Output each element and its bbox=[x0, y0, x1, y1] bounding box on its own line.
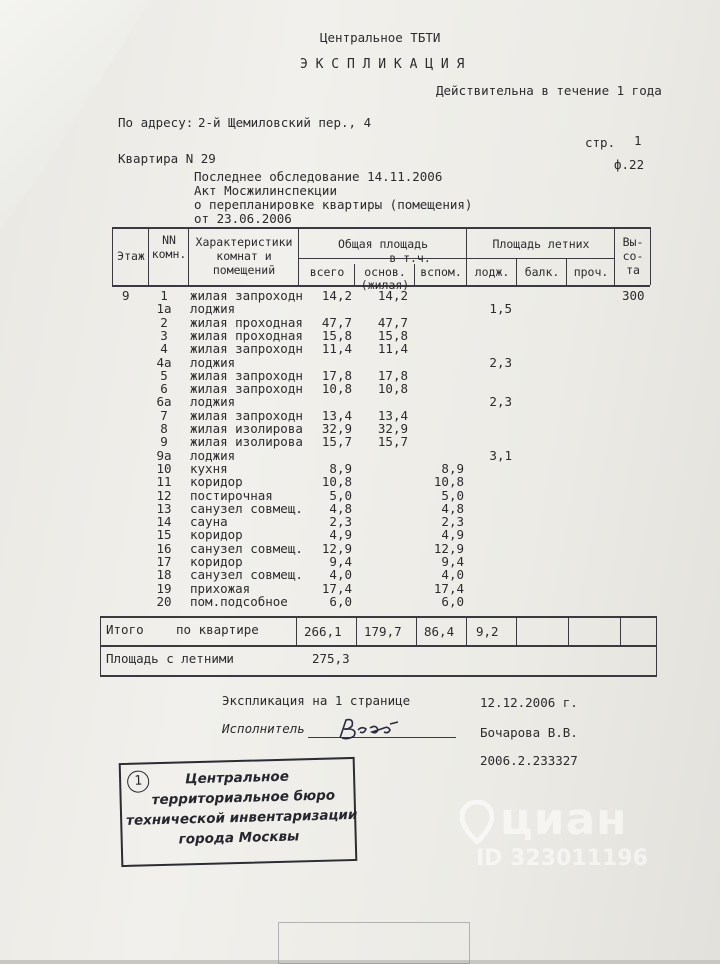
room-name: жилая изолирова bbox=[190, 434, 303, 450]
address: 2-й Щемиловский пер., 4 bbox=[198, 115, 372, 130]
room-loggia-area: 1,5 bbox=[489, 301, 512, 317]
room-number: 6 bbox=[160, 381, 168, 397]
stamp-line-4: города Москвы bbox=[178, 828, 300, 848]
room-number: 15 bbox=[156, 527, 172, 543]
room-total-area: 5,0 bbox=[329, 487, 352, 503]
room-number: 17 bbox=[156, 554, 172, 569]
col-char-3: помещений bbox=[212, 263, 276, 277]
room-total-area: 32,9 bbox=[321, 421, 352, 436]
room-aux-area: 17,4 bbox=[433, 580, 464, 596]
validity-note: Действительна в течение 1 года bbox=[436, 83, 662, 98]
room-aux-area: 10,8 bbox=[433, 474, 464, 490]
room-name: лоджия bbox=[190, 354, 236, 370]
executor-label: Исполнитель bbox=[222, 721, 305, 736]
col-other: проч. bbox=[573, 265, 609, 279]
room-name: санузел совмещ. bbox=[190, 540, 303, 556]
room-number: 19 bbox=[156, 580, 172, 596]
org-name: Центральное ТБТИ bbox=[320, 30, 441, 45]
col-main: основ. bbox=[364, 265, 406, 279]
col-living: (жилая) bbox=[360, 278, 410, 292]
totals-main: 179,7 bbox=[364, 624, 402, 639]
room-name: сауна bbox=[190, 514, 228, 530]
col-char-2: комнат и bbox=[216, 249, 272, 263]
col-summer-area: Площадь летних bbox=[492, 237, 590, 251]
room-aux-area: 4,9 bbox=[441, 527, 464, 543]
watermark-brand: циан bbox=[500, 794, 628, 845]
room-name: прихожая bbox=[190, 580, 251, 596]
room-total-area: 13,4 bbox=[321, 407, 352, 423]
col-aux: вспом. bbox=[420, 265, 462, 279]
col-incl: в т.ч. bbox=[389, 251, 431, 265]
room-main-area: 10,8 bbox=[377, 381, 408, 397]
inspection-line-1: Последнее обследование 14.11.2006 bbox=[194, 169, 443, 184]
room-aux-area: 5,0 bbox=[441, 487, 464, 503]
room-number: 7 bbox=[160, 407, 168, 423]
partial-stamp bbox=[278, 922, 470, 964]
room-name: жилая запроходн bbox=[190, 367, 303, 383]
apartment-number: Квартира N 29 bbox=[118, 151, 216, 166]
room-total-area: 15,7 bbox=[321, 434, 352, 450]
room-total-area: 11,4 bbox=[321, 341, 352, 357]
room-main-area: 15,7 bbox=[377, 434, 408, 450]
summer-total: 275,3 bbox=[312, 651, 350, 666]
room-total-area: 8,9 bbox=[329, 460, 352, 476]
doc-number: 2006.2.233327 bbox=[480, 753, 578, 768]
room-number: 5 bbox=[160, 367, 168, 383]
stamp-line-3: технической инвентаризации bbox=[125, 806, 358, 829]
room-number: 3 bbox=[160, 327, 168, 343]
room-total-area: 4,9 bbox=[329, 527, 352, 543]
col-loggia: лодж. bbox=[474, 265, 510, 279]
room-name: пом.подсобное bbox=[190, 593, 288, 609]
room-main-area: 15,8 bbox=[377, 327, 408, 343]
room-name: коридор bbox=[190, 527, 243, 543]
inspection-line-4: от 23.06.2006 bbox=[194, 211, 292, 226]
room-number: 20 bbox=[156, 593, 172, 609]
room-main-area: 17,8 bbox=[377, 367, 408, 383]
form-number: ф.22 bbox=[614, 157, 645, 172]
room-name: лоджия bbox=[190, 394, 236, 410]
col-balcony: балк. bbox=[524, 265, 560, 279]
room-main-area: 14,2 bbox=[377, 288, 408, 303]
room-aux-area: 2,3 bbox=[441, 514, 464, 530]
watermark-id: ID 323011196 bbox=[476, 846, 648, 871]
room-name: санузел совмещ. bbox=[190, 567, 303, 583]
signature bbox=[332, 716, 404, 742]
room-total-area: 47,7 bbox=[321, 314, 352, 330]
room-number: 9 bbox=[160, 434, 168, 450]
room-name: жилая запроходн bbox=[190, 407, 303, 423]
doc-date: 12.12.2006 г. bbox=[480, 695, 578, 710]
room-name: постирочная bbox=[190, 487, 273, 503]
room-number: 6а bbox=[156, 394, 172, 410]
room-number: 14 bbox=[156, 514, 172, 530]
totals-loggia: 9,2 bbox=[476, 624, 499, 639]
totals-label: Итого bbox=[106, 622, 144, 637]
room-total-area: 2,3 bbox=[329, 514, 352, 530]
location-pin-icon bbox=[460, 800, 494, 844]
col-total: всего bbox=[309, 265, 345, 279]
room-aux-area: 4,0 bbox=[441, 567, 464, 583]
col-floor: Этаж bbox=[117, 249, 145, 263]
inspection-line-3: о перепланировке квартиры (помещения) bbox=[194, 197, 473, 212]
room-name: санузел совмещ. bbox=[190, 500, 303, 516]
room-aux-area: 12,9 bbox=[433, 540, 464, 556]
room-aux-area: 8,9 bbox=[441, 460, 464, 476]
totals-total: 266,1 bbox=[304, 624, 342, 639]
stamp-line-1: Центральное bbox=[184, 768, 290, 788]
room-number: 2 bbox=[160, 314, 168, 330]
room-name: жилая изолирова bbox=[190, 421, 303, 436]
totals-aux: 86,4 bbox=[424, 624, 455, 639]
room-number: 13 bbox=[156, 500, 172, 516]
room-name: жилая проходная bbox=[190, 327, 303, 343]
col-height-1: Вы- bbox=[622, 235, 644, 249]
room-name: лоджия bbox=[190, 301, 236, 317]
room-total-area: 10,8 bbox=[321, 381, 352, 397]
room-number: 4 bbox=[160, 341, 168, 357]
room-total-area: 17,8 bbox=[321, 367, 352, 383]
room-total-area: 15,8 bbox=[321, 327, 352, 343]
address-label: По адресу: bbox=[118, 115, 194, 130]
room-loggia-area: 3,1 bbox=[489, 447, 512, 463]
totals-for: по квартире bbox=[176, 622, 259, 637]
room-aux-area: 4,8 bbox=[441, 500, 464, 516]
room-loggia-area: 2,3 bbox=[489, 354, 512, 370]
room-total-area: 4,8 bbox=[329, 500, 352, 516]
room-number: 18 bbox=[156, 567, 172, 583]
room-number: 11 bbox=[156, 474, 172, 490]
pages-note: Экспликация на 1 странице bbox=[222, 693, 411, 708]
col-height-2: со- bbox=[622, 249, 644, 263]
room-main-area: 32,9 bbox=[377, 421, 408, 436]
stamp-line-2: территориальное бюро bbox=[151, 787, 336, 809]
room-number: 16 bbox=[156, 540, 172, 556]
col-char-1: Характеристики bbox=[195, 235, 293, 249]
room-name: коридор bbox=[190, 554, 243, 569]
stamp-number: 1 bbox=[127, 770, 150, 793]
room-total-area: 10,8 bbox=[321, 474, 352, 490]
page-label: стр. bbox=[585, 135, 616, 150]
col-nn: NN bbox=[162, 233, 176, 247]
room-main-area: 11,4 bbox=[377, 341, 408, 357]
room-name: жилая запроходн bbox=[190, 288, 303, 303]
room-aux-area: 6,0 bbox=[441, 593, 464, 609]
room-name: коридор bbox=[190, 474, 243, 490]
col-nn-rooms: комн. bbox=[151, 247, 187, 261]
room-main-area: 47,7 bbox=[377, 314, 408, 330]
summer-label: Площадь с летними bbox=[106, 651, 234, 666]
col-total-area: Общая площадь bbox=[337, 237, 428, 251]
room-total-area: 9,4 bbox=[329, 554, 352, 569]
room-number: 9а bbox=[156, 447, 172, 463]
height-value: 300 bbox=[622, 288, 645, 303]
page-number: 1 bbox=[634, 133, 642, 148]
room-number: 4а bbox=[156, 354, 172, 370]
room-total-area: 4,0 bbox=[329, 567, 352, 583]
room-number: 12 bbox=[156, 487, 172, 503]
executor-name: Бочарова В.В. bbox=[480, 725, 578, 740]
room-name: кухня bbox=[190, 460, 228, 476]
bti-stamp bbox=[119, 757, 358, 867]
room-main-area: 13,4 bbox=[377, 407, 408, 423]
col-height-3: та bbox=[626, 263, 640, 277]
room-name: лоджия bbox=[190, 447, 236, 463]
room-number: 10 bbox=[156, 460, 172, 476]
room-number: 1 bbox=[160, 288, 168, 303]
room-loggia-area: 2,3 bbox=[489, 394, 512, 410]
room-name: жилая проходная bbox=[190, 314, 303, 330]
room-name: жилая запроходн bbox=[190, 381, 303, 397]
room-total-area: 12,9 bbox=[321, 540, 352, 556]
floor-value: 9 bbox=[122, 288, 130, 303]
room-total-area: 6,0 bbox=[329, 593, 352, 609]
inspection-line-2: Акт Мосжилинспекции bbox=[194, 183, 337, 198]
doc-title: Э К С П Л И К А Ц И Я bbox=[300, 57, 465, 72]
room-total-area: 14,2 bbox=[321, 288, 352, 303]
room-name: жилая запроходн bbox=[190, 341, 303, 357]
room-number: 1а bbox=[156, 301, 172, 317]
room-aux-area: 9,4 bbox=[441, 554, 464, 569]
room-total-area: 17,4 bbox=[321, 580, 352, 596]
room-number: 8 bbox=[160, 421, 168, 436]
